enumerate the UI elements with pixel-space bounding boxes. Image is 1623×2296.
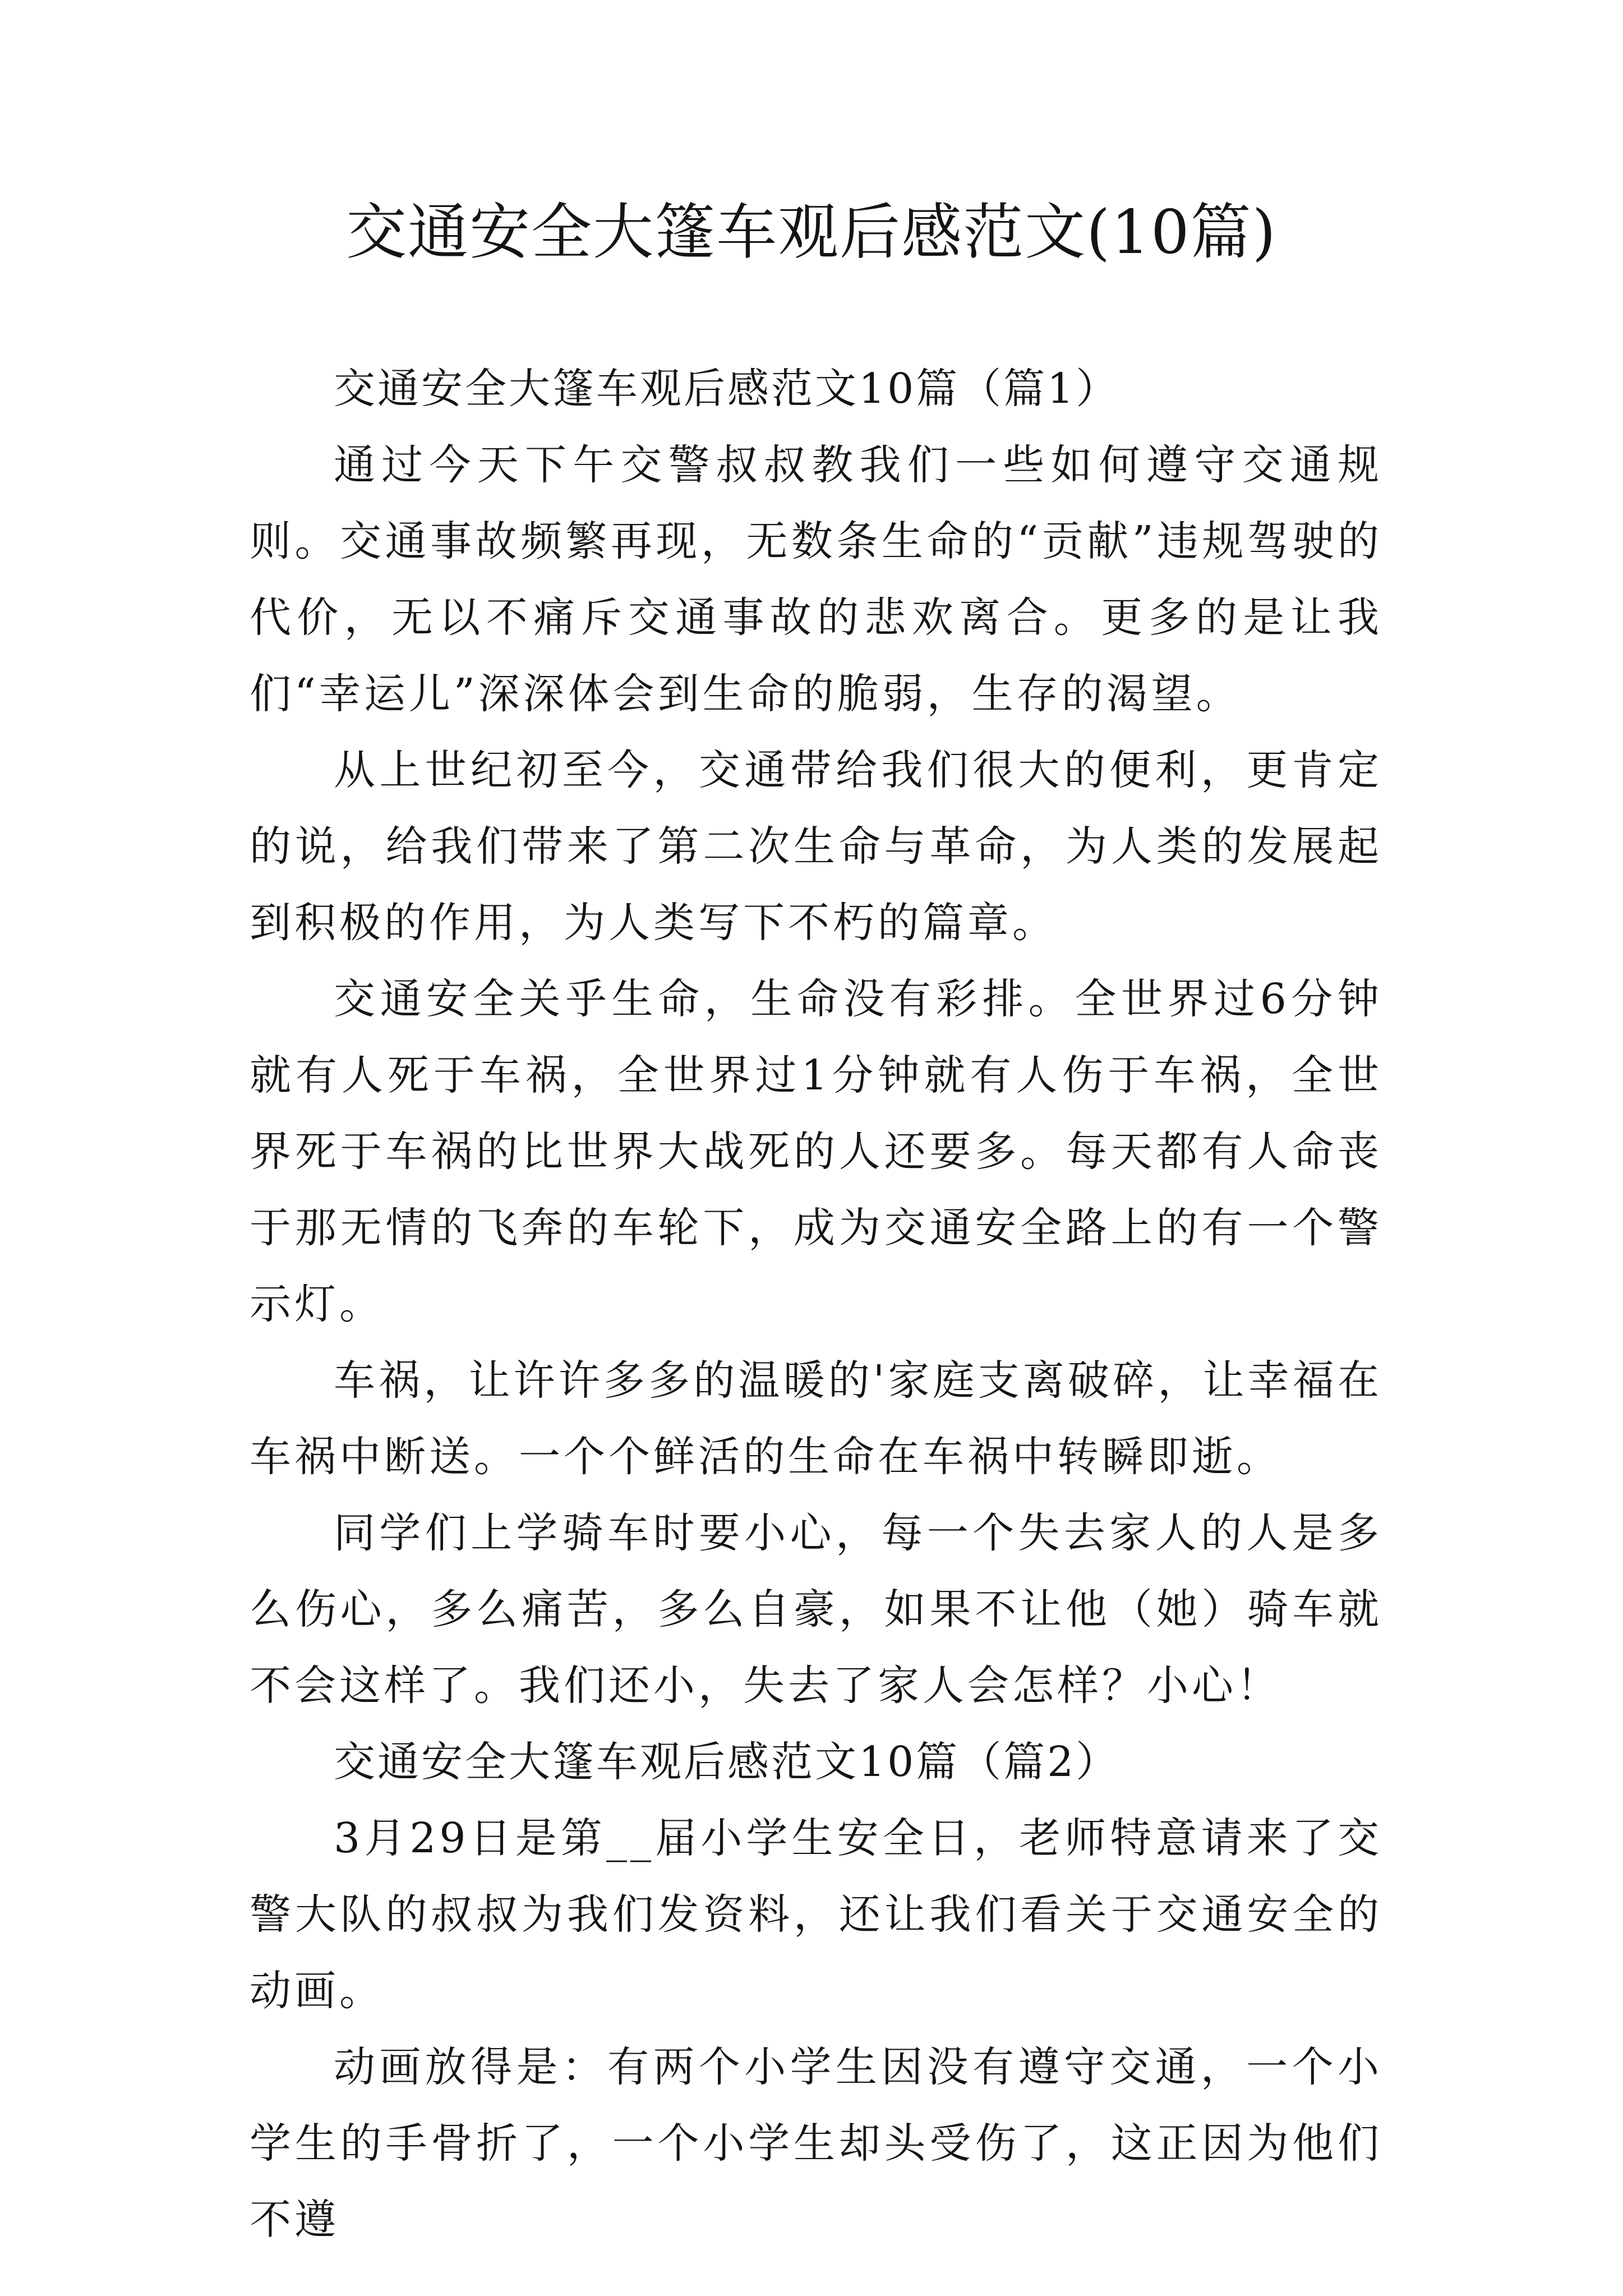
paragraph: 动画放得是：有两个小学生因没有遵守交通，一个小学生的手骨折了，一个小学生却头受伤了，这正因为他们不遵 [250,2043,1382,2244]
paragraph: 车祸，让许许多多的温暖的'家庭支离破碎，让幸福在车祸中断送。一个个鲜活的生命在车祸中转瞬即逝。 [250,1356,1382,1481]
paragraph: 从上世纪初至今，交通带给我们很大的便利，更肯定的说，给我们带来了第二次生命与革命，为人类的发展起到积极的作用，为人类写下不朽的篇章。 [250,746,1382,947]
document-title: 交通安全大篷车观后感范文(10篇) [346,197,1277,268]
document-body [250,351,1382,2258]
paragraph: 同学们上学骑车时要小心，每一个失去家人的人是多么伤心，多么痛苦，多么自豪，如果不让他（她）骑车就不会这样了。我们还小，失去了家人会怎样？小心！ [250,1509,1382,1710]
paragraph: 交通安全关乎生命，生命没有彩排。全世界过6分钟就有人死于车祸，全世界过1分钟就有人伤于车祸，全世界死于车祸的比世界大战死的人还要多。每天都有人命丧于那无情的飞奔的车轮下，成为交通安全路上的有一个警示灯。 [250,975,1382,1328]
section-heading-1: 交通安全大篷车观后感范文10篇（篇1） [334,365,1120,413]
section-heading-2: 交通安全大篷车观后感范文10篇（篇2） [334,1738,1120,1786]
paragraph: 3月29日是第__届小学生安全日，老师特意请来了交警大队的叔叔为我们发资料，还让我们看关于交通安全的动画。 [250,1814,1382,2015]
paragraph: 通过今天下午交警叔叔教我们一些如何遵守交通规则。交通事故频繁再现，无数条生命的“贡献”违规驾驶的代价，无以不痛斥交通事故的悲欢离合。更多的是让我们“幸运儿”深深体会到生命的脆弱，生存的渴望。 [250,441,1382,718]
